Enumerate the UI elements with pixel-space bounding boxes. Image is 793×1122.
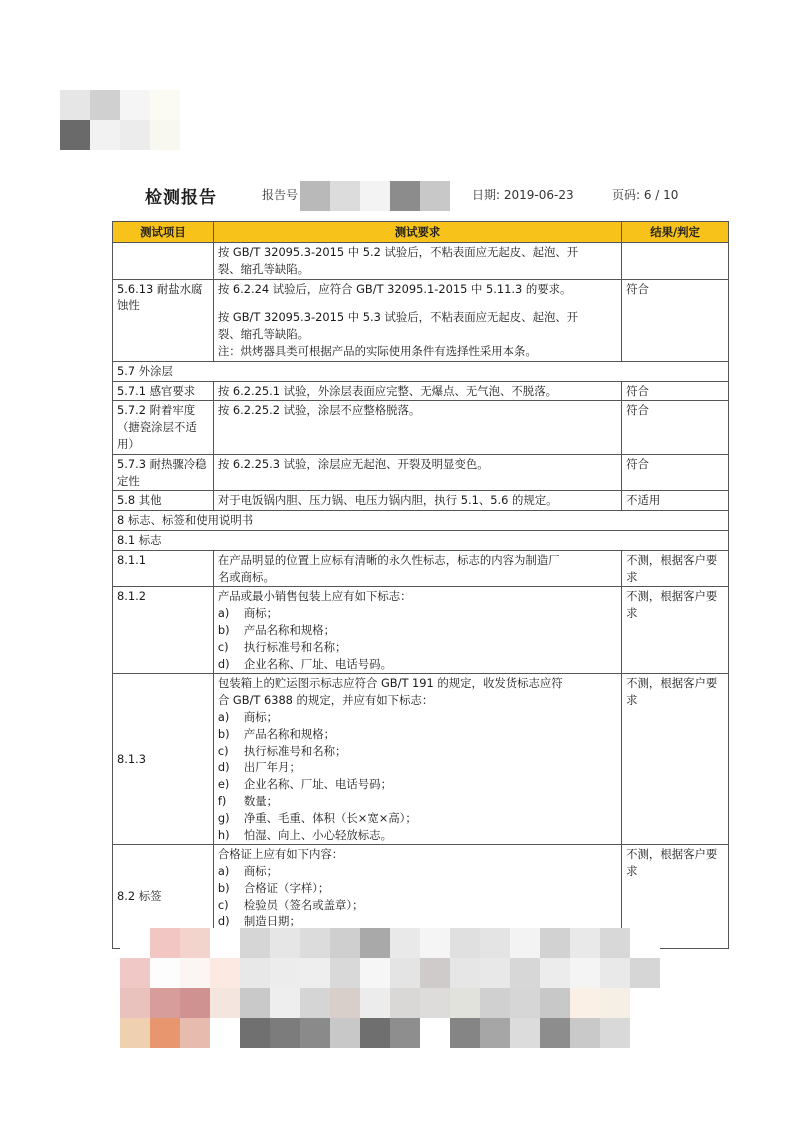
seal-pixel <box>540 958 570 988</box>
cell-requirement: 按 6.2.25.3 试验，涂层应无起泡、开裂及明显变色。 <box>213 454 621 491</box>
cell-requirement: 在产品明显的位置上应标有清晰的永久性标志，标志的内容为制造厂 名或商标。 <box>213 550 621 587</box>
cell-result: 不适用 <box>622 491 729 511</box>
cell-result: 不测，根据客户要求 <box>622 550 729 587</box>
table-row <box>113 550 729 587</box>
cell-item: 8.1.3 <box>113 674 214 845</box>
section-row <box>113 530 729 550</box>
cell-requirement: 产品或最小销售包装上应有如下标志： a) 商标； b) 产品名称和规格； c) 执行标准号和名称； d) 企业名称、厂址、电话号码。 <box>213 587 621 674</box>
seal-pixel <box>420 928 450 958</box>
seal-pixel <box>150 928 180 958</box>
table-row <box>113 454 729 491</box>
list-item: d) 企业名称、厂址、电话号码。 <box>217 656 392 671</box>
list-item: g) 净重、毛重、体积（长×宽×高）； <box>217 810 417 825</box>
seal-pixel <box>210 958 240 988</box>
seal-pixel <box>510 988 540 1018</box>
seal-pixel <box>390 988 420 1018</box>
seal-pixel <box>630 928 660 958</box>
seal-pixel <box>300 1018 330 1048</box>
seal-pixel <box>390 958 420 988</box>
seal-pixel <box>330 928 360 958</box>
seal-pixel <box>330 1018 360 1048</box>
seal-pixel <box>330 958 360 988</box>
seal-pixel <box>180 1018 210 1048</box>
cell-result: 不测，根据客户要求 <box>622 587 729 674</box>
table-row <box>113 401 729 454</box>
cell-result: 符合 <box>622 279 729 361</box>
seal-pixel <box>210 1018 240 1048</box>
seal-pixel <box>390 928 420 958</box>
report-number-label: 报告号 <box>262 188 299 202</box>
seal-pixel <box>600 988 630 1018</box>
page-number: 页码: 6 / 10 <box>612 188 679 202</box>
seal-pixel <box>330 988 360 1018</box>
cell-result: 不测，根据客户要求 <box>622 845 729 949</box>
seal-pixel <box>600 958 630 988</box>
seal-pixel <box>180 928 210 958</box>
seal-pixel <box>150 988 180 1018</box>
seal-pixel <box>510 958 540 988</box>
seal-pixel <box>180 988 210 1018</box>
report-header <box>0 183 793 207</box>
list-item: e) 企业名称、厂址、电话号码； <box>217 777 392 792</box>
seal-pixel <box>570 1018 600 1048</box>
cell-requirement: 按 6.2.25.1 试验，外涂层表面应完整、无爆点、无气泡、不脱落。 <box>213 381 621 401</box>
seal-pixel <box>630 988 660 1018</box>
seal-pixel <box>120 988 150 1018</box>
seal-pixel <box>240 1018 270 1048</box>
list-item: b) 产品名称和规格； <box>217 726 336 741</box>
list-item: a) 商标； <box>217 606 279 621</box>
seal-pixel <box>570 988 600 1018</box>
section-row <box>113 361 729 381</box>
table-row <box>113 674 729 845</box>
seal-pixel <box>450 928 480 958</box>
cell-requirement: 包装箱上的贮运图示标志应符合 GB/T 191 的规定，收发货标志应符 合 GB/T 6388 的规定，并应有如下标志： a) 商标； b) 产品名称和规格； c) 执行标准号和名称； d) 出厂年月； e) 企业名称、厂址、电话号码； f) 数量； g) 净重、毛重、体积（长×宽×高）； h) 怕湿、向上、小心轻放标志。 <box>213 674 621 845</box>
section-title: 8 标志、标签和使用说明书 <box>113 511 729 531</box>
list-item: c) 检验员（签名或盖章）； <box>217 897 364 912</box>
seal-pixel <box>450 988 480 1018</box>
seal-pixel <box>540 988 570 1018</box>
list-item: a) 商标； <box>217 864 279 879</box>
seal-pixel <box>540 1018 570 1048</box>
seal-pixel <box>420 958 450 988</box>
col-header-item: 测试项目 <box>113 222 214 243</box>
seal-pixel <box>540 928 570 958</box>
list-item: f) 数量； <box>217 793 279 808</box>
cell-item: 5.6.13 耐盐水腐蚀性 <box>113 279 214 361</box>
seal-pixel <box>120 928 150 958</box>
test-results-table <box>112 221 729 949</box>
seal-pixel <box>300 958 330 988</box>
seal-pixel <box>360 958 390 988</box>
seal-pixel <box>300 928 330 958</box>
cell-item: 8.1.1 <box>113 550 214 587</box>
list-item: b) 产品名称和规格； <box>217 622 336 637</box>
seal-pixel <box>510 1018 540 1048</box>
seal-pixel <box>420 1018 450 1048</box>
table-header-row <box>113 222 729 243</box>
seal-pixel <box>510 928 540 958</box>
cell-item: 5.7.1 感官要求 <box>113 381 214 401</box>
seal-pixel <box>360 928 390 958</box>
seal-pixel <box>480 958 510 988</box>
cell-result <box>622 243 729 280</box>
seal-pixel <box>180 958 210 988</box>
seal-pixel <box>630 1018 660 1048</box>
cell-result: 不测，根据客户要求 <box>622 674 729 845</box>
cell-result: 符合 <box>622 381 729 401</box>
seal-pixel <box>270 1018 300 1048</box>
cell-item: 5.7.3 耐热骤冷稳定性 <box>113 454 214 491</box>
table-row <box>113 243 729 280</box>
list-item: a) 商标； <box>217 709 279 724</box>
table-row <box>113 279 729 361</box>
seal-pixel <box>240 958 270 988</box>
cell-item: 5.7.2 附着牢度（搪瓷涂层不适用） <box>113 401 214 454</box>
cell-requirement: 对于电饭锅内胆、压力锅、电压力锅内胆，执行 5.1、5.6 的规定。 <box>213 491 621 511</box>
seal-pixel <box>150 958 180 988</box>
cell-requirement: 按 GB/T 32095.3-2015 中 5.2 试验后，不粘表面应无起皮、起泡、开 裂、缩孔等缺陷。 <box>213 243 621 280</box>
cell-item: 8.1.2 <box>113 587 214 674</box>
table-row <box>113 587 729 674</box>
section-title: 8.1 标志 <box>113 530 729 550</box>
table-row <box>113 381 729 401</box>
cell-result: 符合 <box>622 401 729 454</box>
seal-pixel <box>150 1018 180 1048</box>
seal-pixel <box>210 988 240 1018</box>
seal-pixel <box>240 988 270 1018</box>
seal-pixel <box>600 1018 630 1048</box>
seal-pixel <box>630 958 660 988</box>
col-header-result: 结果/判定 <box>622 222 729 243</box>
seal-pixel <box>450 958 480 988</box>
list-item: c) 执行标准号和名称； <box>217 743 347 758</box>
seal-pixel <box>120 958 150 988</box>
cell-item: 5.8 其他 <box>113 491 214 511</box>
seal-pixel <box>300 988 330 1018</box>
list-item: d) 制造日期； <box>217 914 301 929</box>
cell-item <box>113 243 214 280</box>
list-item: d) 出厂年月； <box>217 760 301 775</box>
section-row <box>113 511 729 531</box>
seal-pixel <box>270 988 300 1018</box>
col-header-requirement: 测试要求 <box>213 222 621 243</box>
redacted-seal-signature <box>120 928 660 1050</box>
report-title: 检测报告 <box>145 188 217 208</box>
list-item: h) 怕湿、向上、小心轻放标志。 <box>217 827 392 842</box>
seal-pixel <box>360 988 390 1018</box>
cell-requirement: 按 6.2.25.2 试验，涂层不应整格脱落。 <box>213 401 621 454</box>
seal-pixel <box>570 928 600 958</box>
report-date: 日期: 2019-06-23 <box>472 188 574 202</box>
seal-pixel <box>480 928 510 958</box>
cell-result: 符合 <box>622 454 729 491</box>
report-number-redacted <box>300 181 450 211</box>
seal-pixel <box>270 928 300 958</box>
seal-pixel <box>480 1018 510 1048</box>
seal-pixel <box>390 1018 420 1048</box>
company-logo <box>60 90 180 150</box>
cell-requirement: 合格证上应有如下内容： a) 商标； b) 合格证（字样）； c) 检验员（签名或盖章）； d) 制造日期； <box>213 845 621 949</box>
seal-pixel <box>480 988 510 1018</box>
table-row <box>113 491 729 511</box>
cell-item: 8.2 标签 <box>113 845 214 949</box>
list-item: c) 执行标准号和名称； <box>217 639 347 654</box>
section-title: 5.7 外涂层 <box>113 361 729 381</box>
seal-pixel <box>240 928 270 958</box>
seal-pixel <box>420 988 450 1018</box>
cell-requirement: 按 6.2.24 试验后，应符合 GB/T 32095.1-2015 中 5.11.3 的要求。 按 GB/T 32095.3-2015 中 5.3 试验后，不粘表面应无起皮、起泡、开 裂、缩孔等缺陷。 注：烘烤器具类可根据产品的实际使用条件有选择性采用本条。 <box>213 279 621 361</box>
seal-pixel <box>450 1018 480 1048</box>
seal-pixel <box>600 928 630 958</box>
seal-pixel <box>570 958 600 988</box>
seal-pixel <box>270 958 300 988</box>
seal-pixel <box>120 1018 150 1048</box>
list-item: b) 合格证（字样）； <box>217 880 330 895</box>
seal-pixel <box>360 1018 390 1048</box>
seal-pixel <box>210 928 240 958</box>
